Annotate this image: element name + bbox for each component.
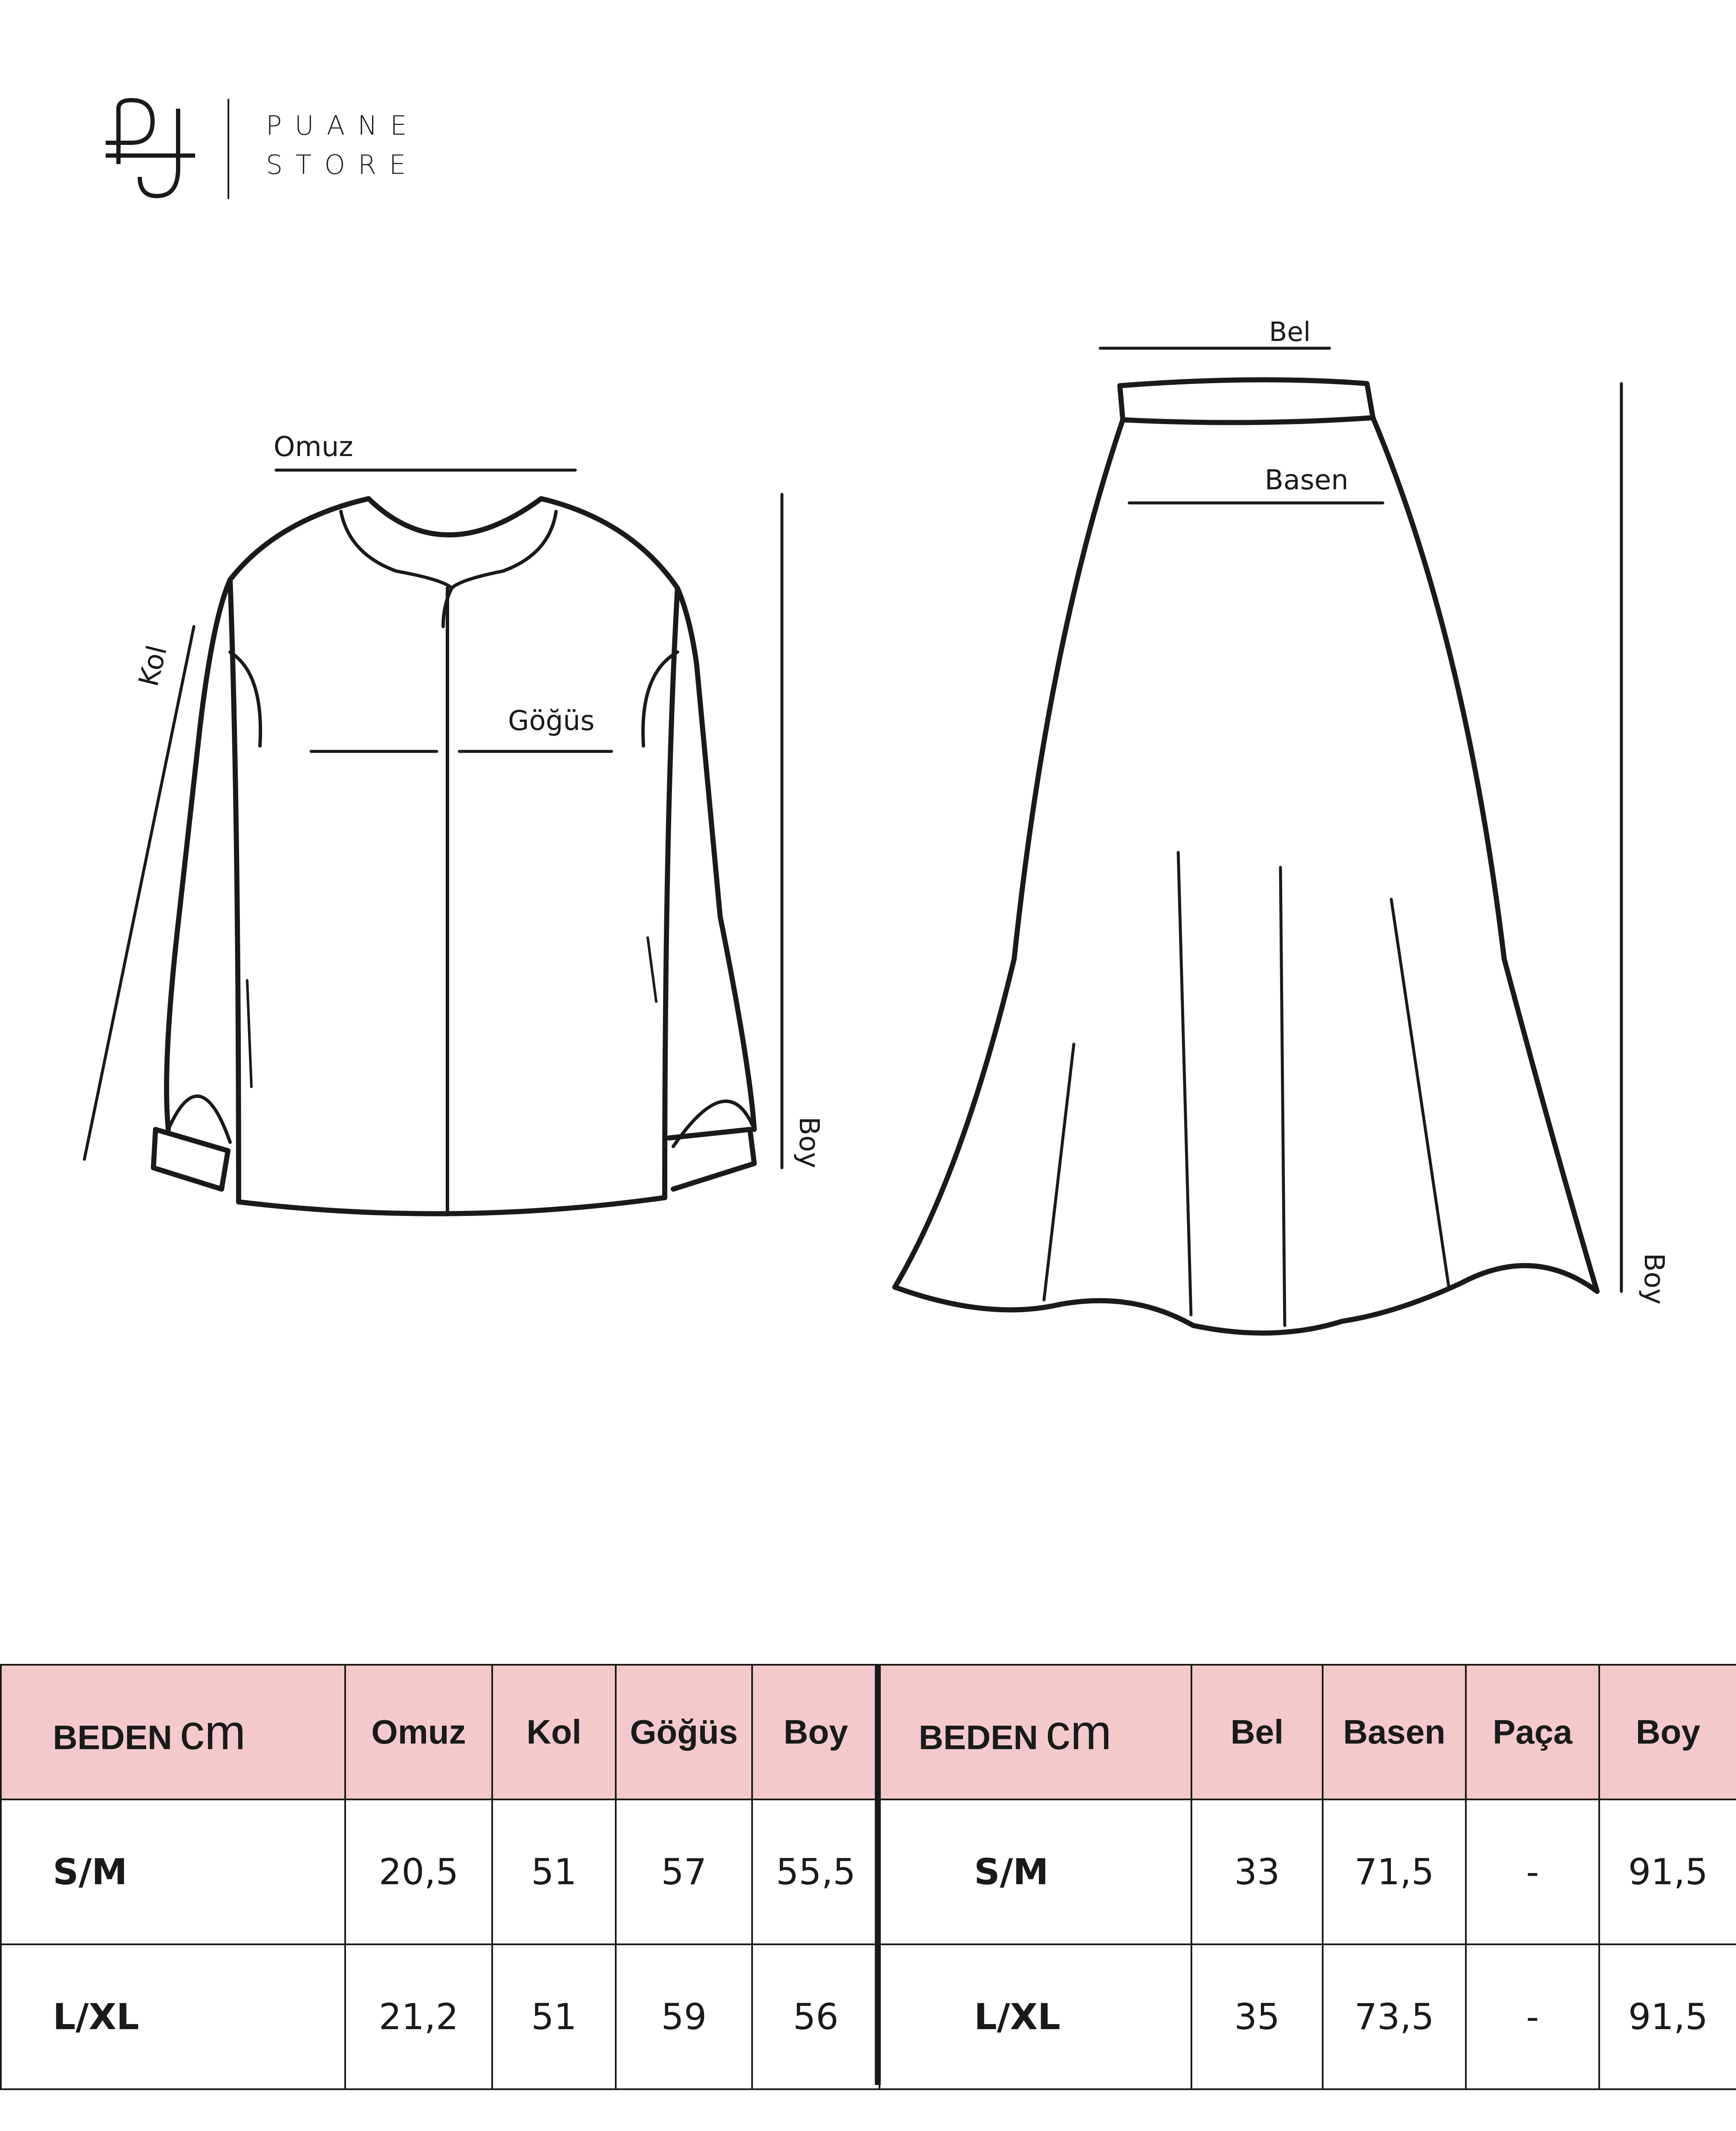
column-header: Boy — [1599, 1665, 1736, 1799]
column-header: Basen — [1323, 1665, 1466, 1799]
skirt-boy-label: Boy — [1638, 1253, 1670, 1305]
table-header-row — [880, 1665, 1736, 1799]
top-boy-label: Boy — [793, 1117, 825, 1168]
column-header: Kol — [492, 1665, 616, 1799]
value-cell: 51 — [492, 1799, 616, 1944]
value-cell: 91,5 — [1599, 1799, 1736, 1944]
table-header-row — [1, 1665, 880, 1799]
brand-name-line2: STORE — [266, 149, 419, 180]
size-cell: S/M — [880, 1799, 1191, 1944]
top-size-table — [0, 1664, 880, 2090]
column-header: Göğüs — [616, 1665, 752, 1799]
skirt-illustration — [895, 380, 1597, 1333]
beden-header: BEDEN cm — [880, 1665, 1191, 1799]
value-cell: 57 — [616, 1799, 752, 1944]
value-cell: - — [1466, 1799, 1599, 1944]
beden-header: BEDEN cm — [1, 1665, 345, 1799]
omuz-label: Omuz — [274, 431, 353, 463]
value-cell: 33 — [1191, 1799, 1323, 1944]
table-row — [880, 1799, 1736, 1944]
column-header: Bel — [1191, 1665, 1323, 1799]
table-divider — [875, 1664, 881, 2085]
value-cell: 56 — [752, 1944, 880, 2089]
table-row — [880, 1944, 1736, 2089]
kol-label: Kol — [133, 642, 173, 690]
value-cell: 21,2 — [345, 1944, 492, 2089]
column-header: Paça — [1466, 1665, 1599, 1799]
brand-name-line1: PUANE — [266, 110, 420, 141]
top-illustration — [153, 499, 754, 1214]
value-cell: 35 — [1191, 1944, 1323, 2089]
value-cell: - — [1466, 1944, 1599, 2089]
value-cell: 59 — [616, 1944, 752, 2089]
value-cell: 71,5 — [1323, 1799, 1466, 1944]
table-row — [1, 1944, 880, 2089]
size-cell: L/XL — [880, 1944, 1191, 2089]
value-cell: 20,5 — [345, 1799, 492, 1944]
gogus-label: Göğüs — [508, 705, 595, 737]
size-cell: S/M — [1, 1799, 345, 1944]
table-row — [1, 1799, 880, 1944]
column-header: Omuz — [345, 1665, 492, 1799]
value-cell: 73,5 — [1323, 1944, 1466, 2089]
bel-label: Bel — [1269, 316, 1311, 347]
basen-label: Basen — [1265, 465, 1349, 496]
size-cell: L/XL — [1, 1944, 345, 2089]
value-cell: 91,5 — [1599, 1944, 1736, 2089]
column-header: Boy — [752, 1665, 880, 1799]
skirt-size-table — [879, 1664, 1736, 2090]
value-cell: 55,5 — [752, 1799, 880, 1944]
value-cell: 51 — [492, 1944, 616, 2089]
